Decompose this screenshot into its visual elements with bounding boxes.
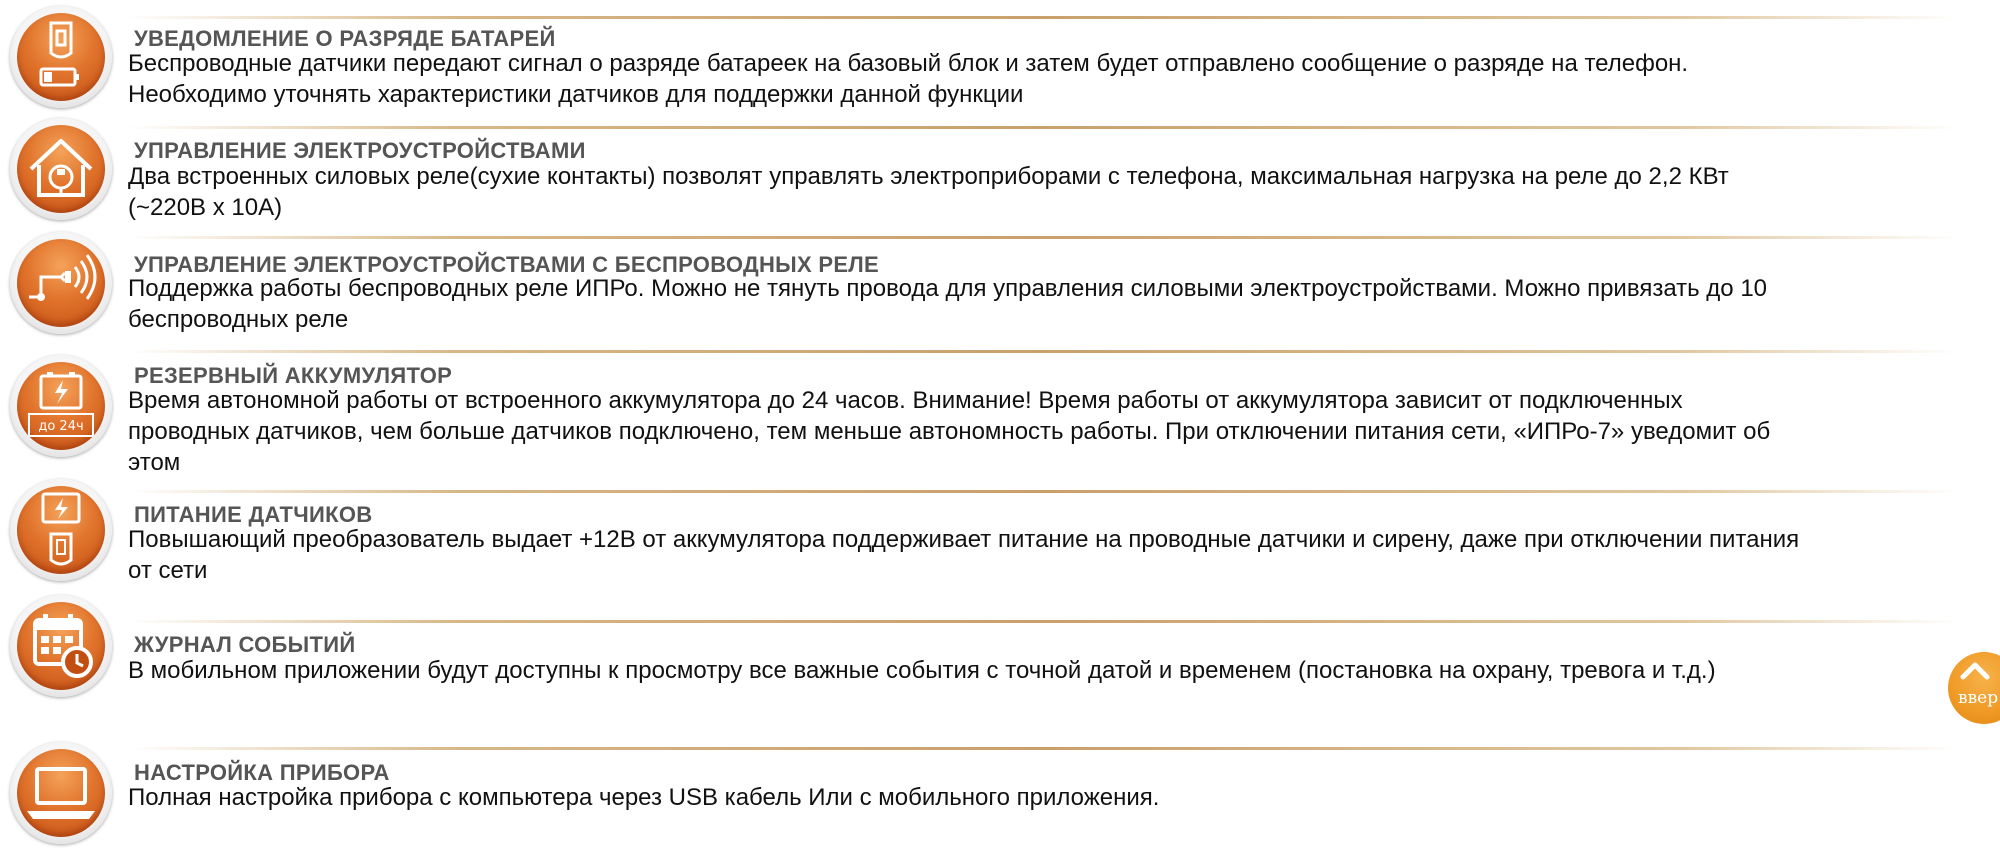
section-divider <box>128 126 1958 129</box>
description-line: беспроводных реле <box>128 306 349 333</box>
section-divider <box>128 620 1958 623</box>
scroll-to-top-label: ввер <box>1958 688 1999 708</box>
feature-description <box>128 782 1988 813</box>
description-line: Время автономной работы от встроенного аккумулятора до 24 часов. Внимание! Время работы от аккумулятора зависит от подключенных <box>128 387 1683 414</box>
feature-title: ЖУРНАЛ СОБЫТИЙ <box>134 632 356 657</box>
wireless-relay-icon <box>10 232 112 334</box>
feature-title: НАСТРОЙКА ПРИБОРА <box>134 760 390 785</box>
feature-description <box>128 161 1988 223</box>
feature-title: РЕЗЕРВНЫЙ АККУМУЛЯТОР <box>134 363 453 388</box>
section-divider <box>128 350 1958 353</box>
feature-title: УПРАВЛЕНИЕ ЭЛЕКТРОУСТРОЙСТВАМИ С БЕСПРОВОДНЫХ РЕЛЕ <box>134 252 880 277</box>
description-line: Необходимо уточнять характеристики датчиков для поддержки данной функции <box>128 81 1024 108</box>
feature-title: УВЕДОМЛЕНИЕ О РАЗРЯДЕ БАТАРЕЙ <box>134 26 556 51</box>
battery-sensor-icon <box>10 6 112 108</box>
battery-duration-label: до 24ч <box>38 419 84 434</box>
feature-description <box>128 48 1988 110</box>
description-line: В мобильном приложении будут доступны к просмотру все важные события с точной датой и временем (постановка на охрану, тревога и т.д.) <box>128 657 1716 684</box>
description-line: Поддержка работы беспроводных реле ИПРо. Можно не тянуть провода для управления силовыми электроустройствами. Можно привязать до 10 <box>128 275 1768 302</box>
section-divider <box>128 16 1958 19</box>
sensor-power-icon <box>10 479 112 581</box>
feature-description <box>128 385 1988 478</box>
description-line: Два встроенных силовых реле(сухие контакты) позволят управлять электроприборами с телефона, максимальная нагрузка на реле до 2,2 КВт <box>128 163 1729 190</box>
feature-description <box>128 524 1988 586</box>
feature-title: УПРАВЛЕНИЕ ЭЛЕКТРОУСТРОЙСТВАМИ <box>134 138 586 163</box>
section-divider <box>128 236 1958 239</box>
home-power-icon <box>10 118 112 220</box>
description-line: (~220В х 10А) <box>128 194 283 221</box>
feature-title: ПИТАНИЕ ДАТЧИКОВ <box>134 502 373 527</box>
feature-description <box>128 273 1988 335</box>
section-divider <box>128 490 1958 493</box>
feature-description <box>128 655 1988 686</box>
laptop-icon <box>10 742 112 844</box>
description-line: проводных датчиков, чем больше датчиков подключено, тем меньше автономность работы. При отключении питания сети, «ИПРо-7» уведомит об <box>128 418 1771 445</box>
chevron-up-icon <box>1960 660 1990 680</box>
description-line: Беспроводные датчики передают сигнал о разряде батареек на базовый блок и затем будет отправлено сообщение о разряде на телефон. <box>128 50 1689 77</box>
description-line: этом <box>128 449 181 476</box>
calendar-clock-icon <box>10 595 112 697</box>
description-line: от сети <box>128 557 208 584</box>
description-line: Полная настройка прибора с компьютера через USB кабель Или с мобильного приложения. <box>128 784 1160 811</box>
description-line: Повышающий преобразователь выдает +12В от аккумулятора поддерживает питание на проводные датчики и сирену, даже при отключении питания <box>128 526 1800 553</box>
section-divider <box>128 747 1958 750</box>
backup-battery-icon <box>10 355 112 457</box>
